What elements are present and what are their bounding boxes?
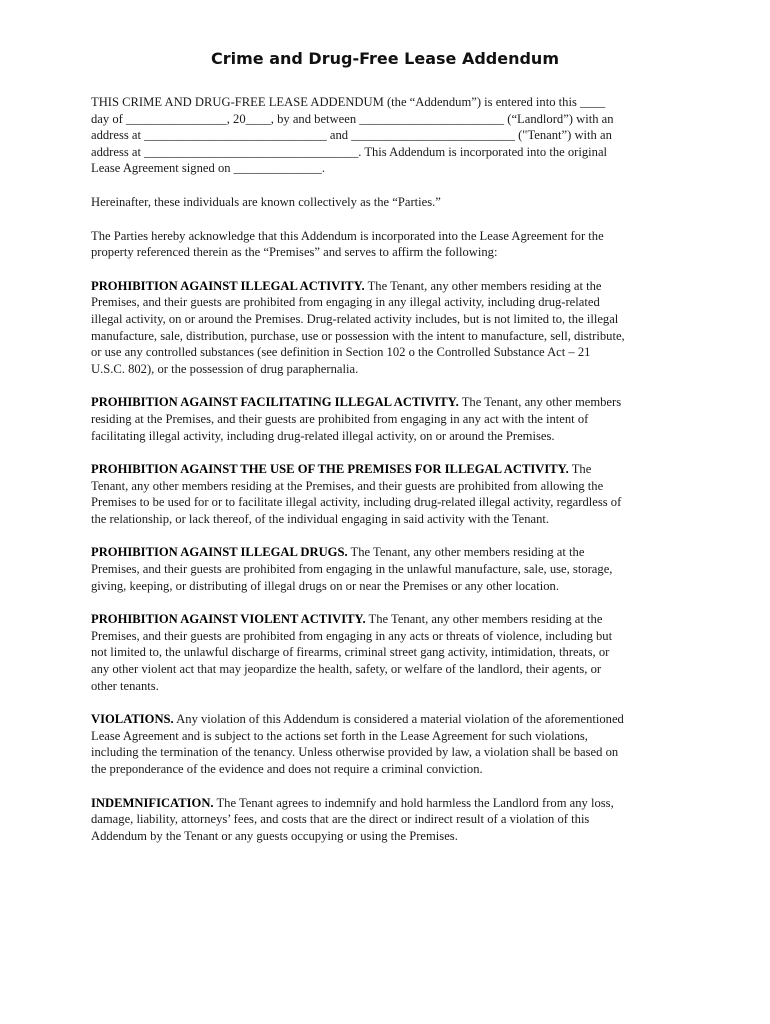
section-facilitating-illegal-activity	[91, 394, 683, 444]
section-text: Any violation of this Addendum is considered a material violation of the aforementioned Lease Agreement and is subject to the actions set forth in the Lease Agreement for such violations, including the termination of the tenancy. Unless otherwise provided by law, a violation shall be based on the preponderance of the evidence and does not require a criminal conviction.	[91, 712, 624, 776]
section-illegal-activity	[91, 278, 683, 378]
document-body	[91, 94, 683, 861]
section-heading: PROHIBITION AGAINST ILLEGAL ACTIVITY.	[91, 278, 365, 293]
section-heading: PROHIBITION AGAINST FACILITATING ILLEGAL ACTIVITY.	[91, 395, 459, 410]
section-text: The Tenant, any other members residing at the Premises, and their guests are prohibited from engaging in any acts or threats of violence, including but not limited to, the unlawful discharge of firearms, criminal street gang activity, intimidation, threats, or any other violent act that may jeopardize the health, safety, or welfare of the landlord, their agents, or other tenants.	[91, 612, 613, 693]
section-violations	[91, 711, 683, 777]
section-heading: INDEMNIFICATION.	[91, 795, 214, 810]
section-text: The Tenant agrees to indemnify and hold harmless the Landlord from any loss, damage, liability, attorneys’ fees, and costs that are the direct or indirect result of a violation of this Addendum by the Tenant or any guests occupying or using the Premises.	[91, 795, 614, 843]
section-indemnification	[91, 795, 683, 845]
section-text: The Tenant, any other members residing at the Premises, and their guests are prohibited from allowing the Premises to be used for or to facilitate illegal activity, including drug-related illegal activity, regardless of the relationship, or lack thereof, of the individual engaging in said activity with the Tenant.	[91, 462, 622, 526]
document-title: Crime and Drug-Free Lease Addendum	[211, 49, 559, 68]
section-violent-activity	[91, 611, 683, 694]
section-heading: VIOLATIONS.	[91, 712, 174, 727]
parties-paragraph: Hereinafter, these individuals are known collectively as the “Parties.”	[91, 194, 441, 209]
section-heading: PROHIBITION AGAINST VIOLENT ACTIVITY.	[91, 612, 366, 627]
intro-paragraph: THIS CRIME AND DRUG-FREE LEASE ADDENDUM (the “Addendum”) is entered into this ____ day of ________________, 20____, by and between _______________________ (“Landlord”) with an address at _____________________________ and __________________________ ("Tenant”) with an address at __________________________________. This Addendum is incorporated into the original Lease Agreement signed on ______________.	[91, 95, 614, 176]
section-heading: PROHIBITION AGAINST THE USE OF THE PREMISES FOR ILLEGAL ACTIVITY.	[91, 462, 569, 477]
section-use-of-premises	[91, 461, 683, 527]
section-text: The Tenant, any other members residing at the Premises, and their guests are prohibited from engaging in any illegal activity, including drug-related illegal activity, on or around the Premises. Drug-related activity includes, but is not limited to, the illegal manufacture, sale, distribution, purchase, use or possession with the intent to manufacture, sell, distribute, or use any controlled substances (see definition in Section 102 o the Controlled Substance Act – 21 U.S.C. 802), or the possession of drug paraphernalia.	[91, 278, 625, 376]
section-text: The Tenant, any other members residing at the Premises, and their guests are prohibited from engaging in the unlawful manufacture, sale, use, storage, giving, keeping, or distributing of illegal drugs on or near the Premises or any other location.	[91, 545, 613, 593]
section-text: The Tenant, any other members residing at the Premises, and their guests are prohibited from engaging in any act with the intent of facilitating illegal activity, including drug-related illegal activity, on or around the Premises.	[91, 395, 622, 443]
section-illegal-drugs	[91, 544, 683, 594]
acknowledgment-paragraph: The Parties hereby acknowledge that this Addendum is incorporated into the Lease Agreement for the property referenced therein as the “Premises” and serves to affirm the following:	[91, 228, 604, 260]
section-heading: PROHIBITION AGAINST ILLEGAL DRUGS.	[91, 545, 348, 560]
